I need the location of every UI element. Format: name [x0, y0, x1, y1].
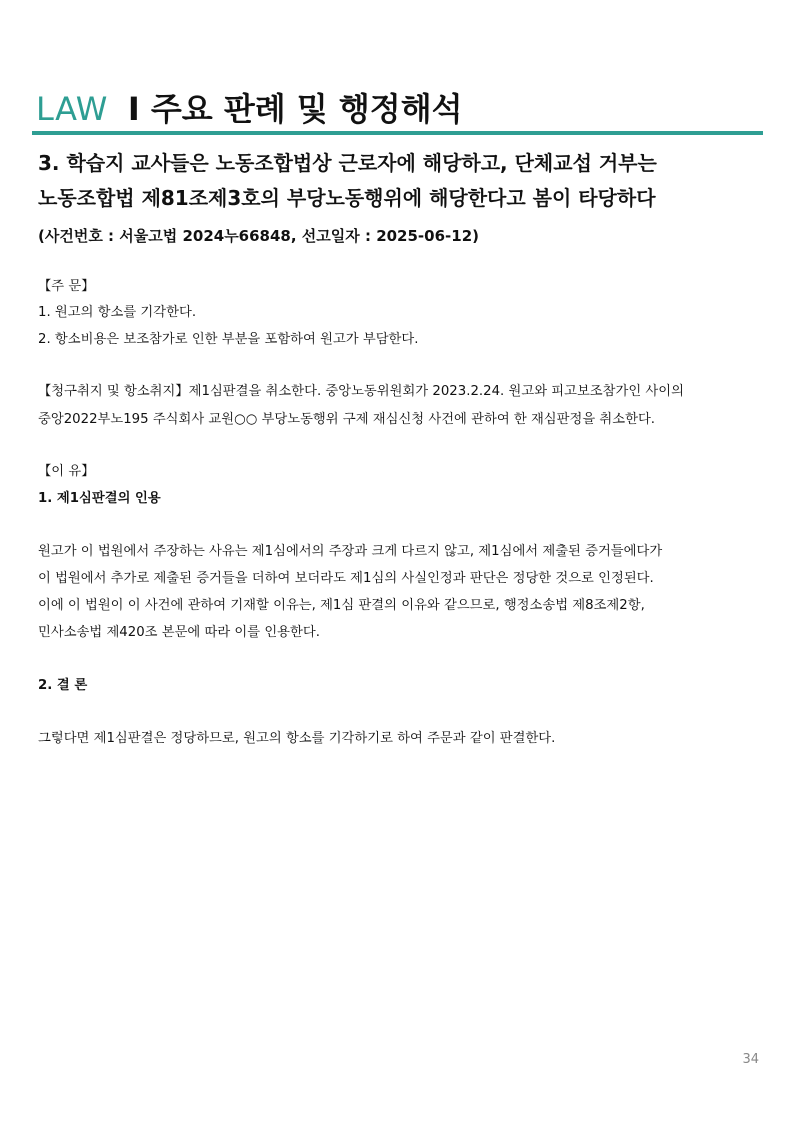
- claim-line-2: 중앙2022부노195 주식회사 교원○○ 부당노동행위 구제 재심신청 사건에 관하여 한 재심판정을 취소한다.: [38, 412, 656, 427]
- order-item-2: 2. 항소비용은 보조참가로 인한 부분을 포함하여 원고가 부담한다.: [38, 332, 419, 347]
- case-title-line-2: 노동조합법 제81조제3호의 부당노동행위에 해당한다고 봄이 타당하다: [38, 186, 656, 210]
- section-1-line-4: 민사소송법 제420조 본문에 따라 이를 인용한다.: [38, 625, 320, 640]
- section-2-heading: 2. 결 론: [38, 678, 88, 693]
- case-title-line-1: 3. 학습지 교사들은 노동조합법상 근로자에 해당하고, 단체교섭 거부는: [38, 151, 657, 175]
- case-title: [38, 146, 758, 216]
- page-number: 34: [742, 1052, 759, 1067]
- section-1-line-3: 이에 이 법원이 이 사건에 관하여 기재할 이유는, 제1심 판결의 이유와 같으므로, 행정소송법 제8조제2항,: [38, 598, 645, 613]
- section-1-line-1: 원고가 이 법원에서 주장하는 사유는 제1심에서의 주장과 크게 다르지 않고, 제1심에서 제출된 증거들에다가: [38, 544, 663, 559]
- order-heading: 【주 문】: [38, 279, 95, 294]
- claim-line-1: 【청구취지 및 항소취지】제1심판결을 취소한다. 중앙노동위원회가 2023.2.24. 원고와 피고보조참가인 사이의: [38, 384, 684, 399]
- order-item-1: 1. 원고의 항소를 기각한다.: [38, 305, 197, 320]
- section-2-line: 그렇다면 제1심판결은 정당하므로, 원고의 항소를 기각하기로 하여 주문과 같이 판결한다.: [38, 731, 556, 746]
- section-title: I 주요 판례 및 행정해석: [127, 90, 463, 128]
- section-1-line-2: 이 법원에서 추가로 제출된 증거들을 더하여 보더라도 제1심의 사실인정과 판단은 정당한 것으로 인정된다.: [38, 571, 654, 586]
- case-meta: (사건번호 : 서울고법 2024누66848, 선고일자 : 2025-06-12): [38, 227, 479, 245]
- section-header: [36, 84, 463, 130]
- section-1-heading: 1. 제1심판결의 인용: [38, 491, 161, 506]
- section-label-law: LAW: [36, 90, 108, 128]
- header-divider: [32, 131, 763, 135]
- reason-heading: 【이 유】: [38, 464, 95, 479]
